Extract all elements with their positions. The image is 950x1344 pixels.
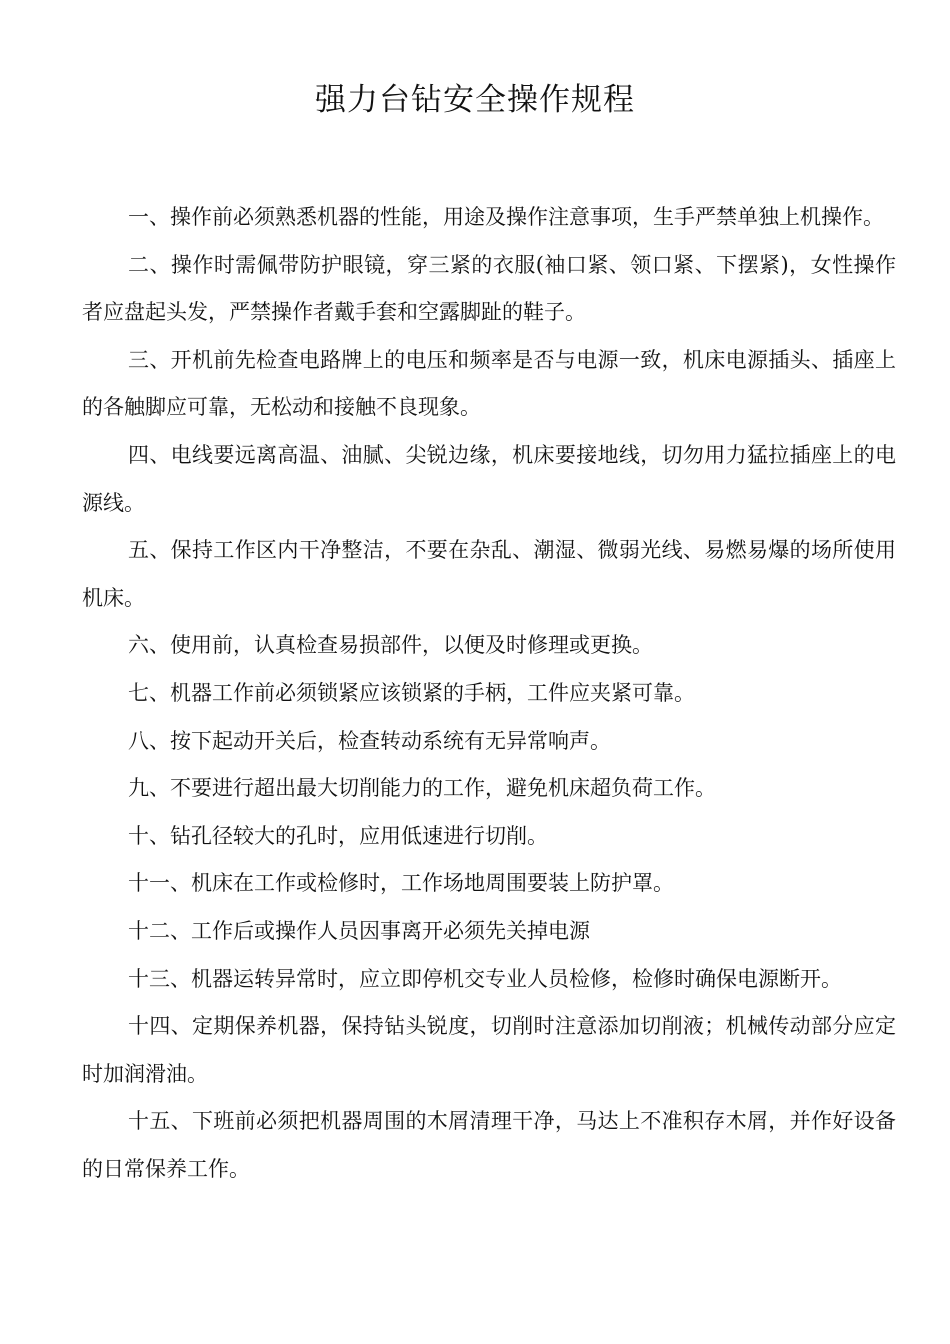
rule-3: 三、开机前先检查电路牌上的电压和频率是否与电源一致，机床电源插头、插座上的各触脚应可靠，无松动和接触不良现象。: [82, 347, 896, 420]
rule-7: 七、机器工作前必须锁紧应该锁紧的手柄，工件应夹紧可靠。: [128, 680, 695, 705]
rule-9: 九、不要进行超出最大切削能力的工作，避免机床超负荷工作。: [128, 776, 716, 801]
rule-11: 十一、机床在工作或检修时，工作场地周围要装上防护罩。: [128, 871, 674, 896]
rule-14: 十四、定期保养机器，保持钻头锐度，切削时注意添加切削液；机械传动部分应定时加润滑油。: [82, 1014, 896, 1086]
rules-list: [82, 194, 896, 1193]
rule-8: 八、按下起动开关后，检查转动系统有无异常响声。: [128, 728, 611, 753]
rule-13: 十三、机器运转异常时，应立即停机交专业人员检修，检修时确保电源断开。: [128, 966, 842, 991]
rule-15: 十五、下班前必须把机器周围的木屑清理干净，马达上不准积存木屑，并作好设备的日常保养工作。: [82, 1109, 896, 1181]
document-title: 强力台钻安全操作规程: [315, 82, 635, 118]
rule-1: 一、操作前必须熟悉机器的性能，用途及操作注意事项，生手严禁单独上机操作。: [128, 205, 884, 229]
rule-12: 十二、工作后或操作人员因事离开必须先关掉电源: [128, 918, 590, 943]
rule-10: 十、钻孔径较大的孔时，应用低速进行切削。: [128, 823, 548, 848]
rule-2: 二、操作时需佩带防护眼镜，穿三紧的衣服(袖口紧、领口紧、下摆紧)，女性操作者应盘起头发，严禁操作者戴手套和空露脚趾的鞋子。: [82, 252, 896, 325]
rule-4: 四、电线要远离高温、油腻、尖锐边缘，机床要接地线，切勿用力猛拉插座上的电源线。: [82, 442, 896, 515]
rule-6: 六、使用前，认真检查易损部件，以便及时修理或更换。: [128, 633, 653, 658]
rule-5: 五、保持工作区内干净整洁，不要在杂乱、潮湿、微弱光线、易燃易爆的场所使用机床。: [82, 538, 896, 610]
